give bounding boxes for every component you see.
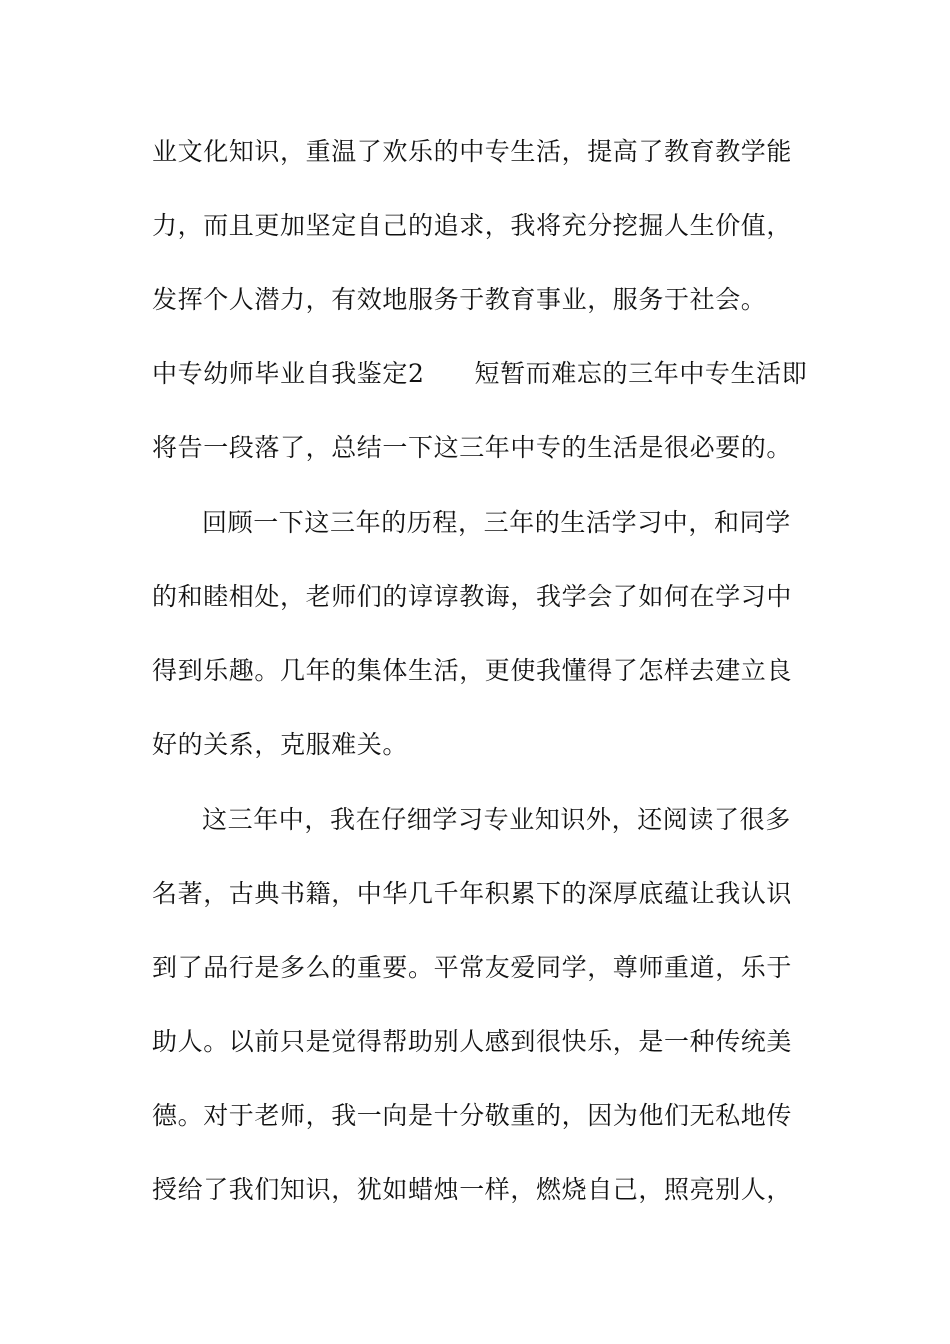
text-line-12: 助人。以前只是觉得帮助别人感到很快乐，是一种传统美: [152, 1027, 793, 1056]
text-line-13: 德。对于老师，我一向是十分敬重的，因为他们无私地传: [152, 1101, 793, 1130]
section-heading-line: [152, 359, 807, 389]
paragraph-start-1: 回顾一下这三年的历程，三年的生活学习中，和同学: [202, 508, 791, 537]
text-line-8: 好的关系，克服难关。: [152, 730, 409, 759]
text-line-10: 名著，古典书籍，中华几千年积累下的深厚底蕴让我认识: [152, 879, 793, 908]
text-line-6: 的和睦相处，老师们的谆谆教诲，我学会了如何在学习中: [152, 582, 793, 611]
text-line-14: 授给了我们知识，犹如蜡烛一样，燃烧自己，照亮别人，: [152, 1175, 793, 1204]
text-line-11: 到了品行是多么的重要。平常友爱同学，尊师重道，乐于: [152, 953, 793, 982]
text-line-1: 业文化知识，重温了欢乐的中专生活，提高了教育教学能: [152, 137, 793, 166]
section-heading-continuation: 短暂而难忘的三年中专生活即: [474, 359, 808, 388]
text-line-7: 得到乐趣。几年的集体生活，更使我懂得了怎样去建立良: [152, 656, 793, 685]
text-line-4: 将告一段落了，总结一下这三年中专的生活是很必要的。: [152, 433, 793, 462]
paragraph-start-2: 这三年中，我在仔细学习专业知识外，还阅读了很多: [202, 805, 791, 834]
text-line-2: 力，而且更加坚定自己的追求，我将充分挖掘人生价值，: [152, 211, 793, 240]
text-line-3: 发挥个人潜力，有效地服务于教育事业，服务于社会。: [152, 285, 767, 314]
section-heading: 中专幼师毕业自我鉴定2: [152, 359, 425, 388]
